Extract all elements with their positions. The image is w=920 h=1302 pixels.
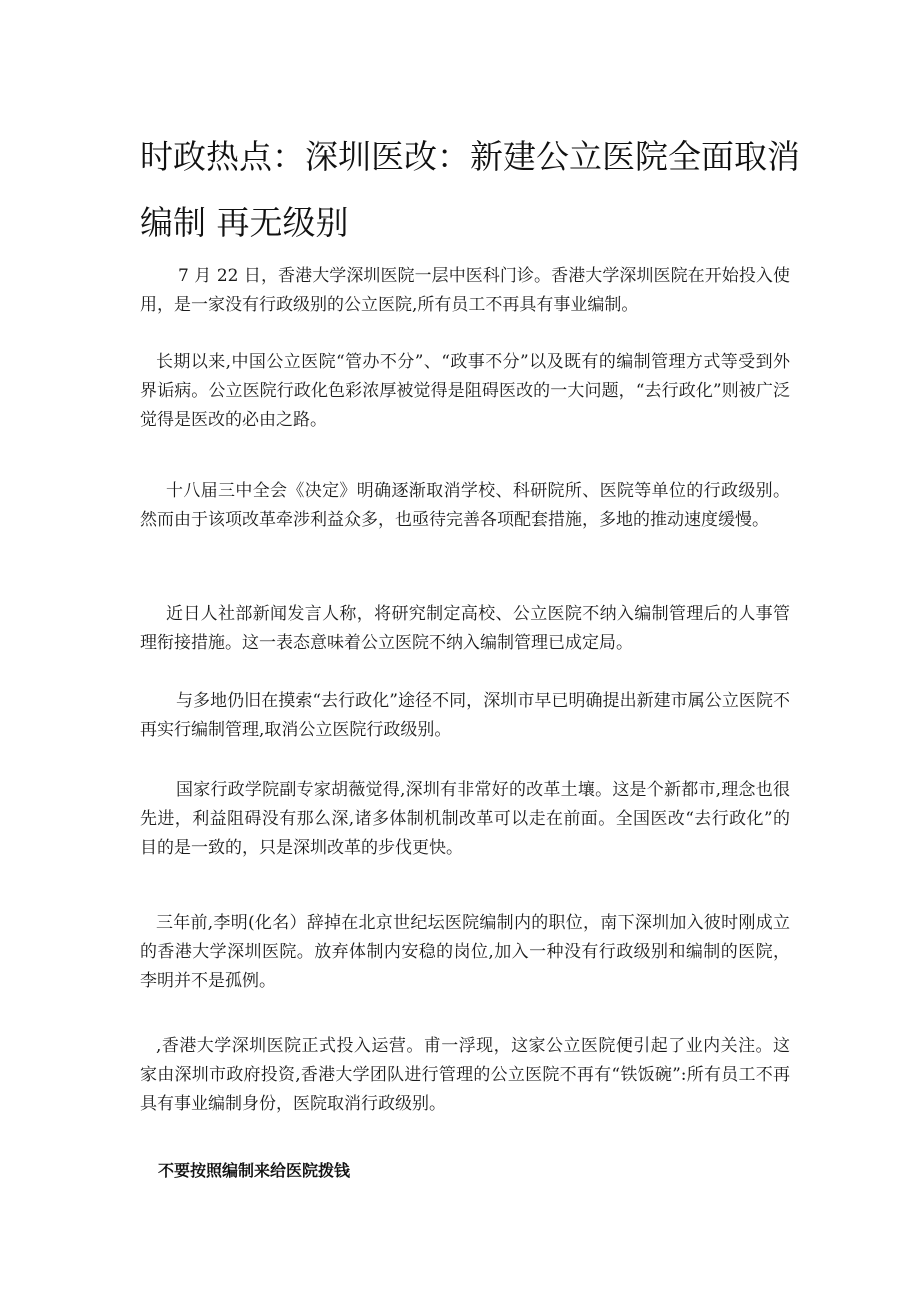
document-title: 时政热点：深圳医改：新建公立医院全面取消编制 再无级别 <box>140 137 800 242</box>
paragraph-1: 7 月 22 日，香港大学深圳医院一层中医科门诊。香港大学深圳医院在开始投入使用，是一家没有行政级别的公立医院,所有员工不再具有事业编制。 <box>140 266 790 315</box>
section-subheading: 不要按照编制来给医院拨钱 <box>158 1161 351 1180</box>
paragraph-6: 国家行政学院副专家胡薇觉得,深圳有非常好的改革土壤。这是个新都市,理念也很先进，利益阻碍没有那么深,诸多体制机制改革可以走在前面。全国医改“去行政化”的目的是一致的，只是深圳改革的步伐更快。 <box>140 780 790 858</box>
paragraph-7: 三年前,李明(化名）辞掉在北京世纪坛医院编制内的职位，南下深圳加入彼时刚成立的香港大学深圳医院。放弃体制内安稳的岗位,加入一种没有行政级别和编制的医院，李明并不是孤例。 <box>140 913 790 991</box>
paragraph-4: 近日人社部新闻发言人称，将研究制定高校、公立医院不纳入编制管理后的人事管理衔接措施。这一表态意味着公立医院不纳入编制管理已成定局。 <box>140 604 790 653</box>
paragraph-5: 与多地仍旧在摸索“去行政化”途径不同，深圳市早已明确提出新建市属公立医院不再实行编制管理,取消公立医院行政级别。 <box>140 691 790 740</box>
paragraph-2: 长期以来,中国公立医院“管办不分”、“政事不分”以及既有的编制管理方式等受到外界诟病。公立医院行政化色彩浓厚被觉得是阻碍医改的一大问题，“去行政化”则被广泛觉得是医改的必由之路。 <box>140 352 790 430</box>
paragraph-3: 十八届三中全会《决定》明确逐渐取消学校、科研院所、医院等单位的行政级别。然而由于该项改革牵涉利益众多，也亟待完善各项配套措施，多地的推动速度缓慢。 <box>140 481 790 530</box>
paragraph-8: ,香港大学深圳医院正式投入运营。甫一浮现，这家公立医院便引起了业内关注。这家由深圳市政府投资,香港大学团队进行管理的公立医院不再有“铁饭碗”:所有员工不再具有事业编制身份，医院取消行政级别。 <box>140 1036 790 1114</box>
